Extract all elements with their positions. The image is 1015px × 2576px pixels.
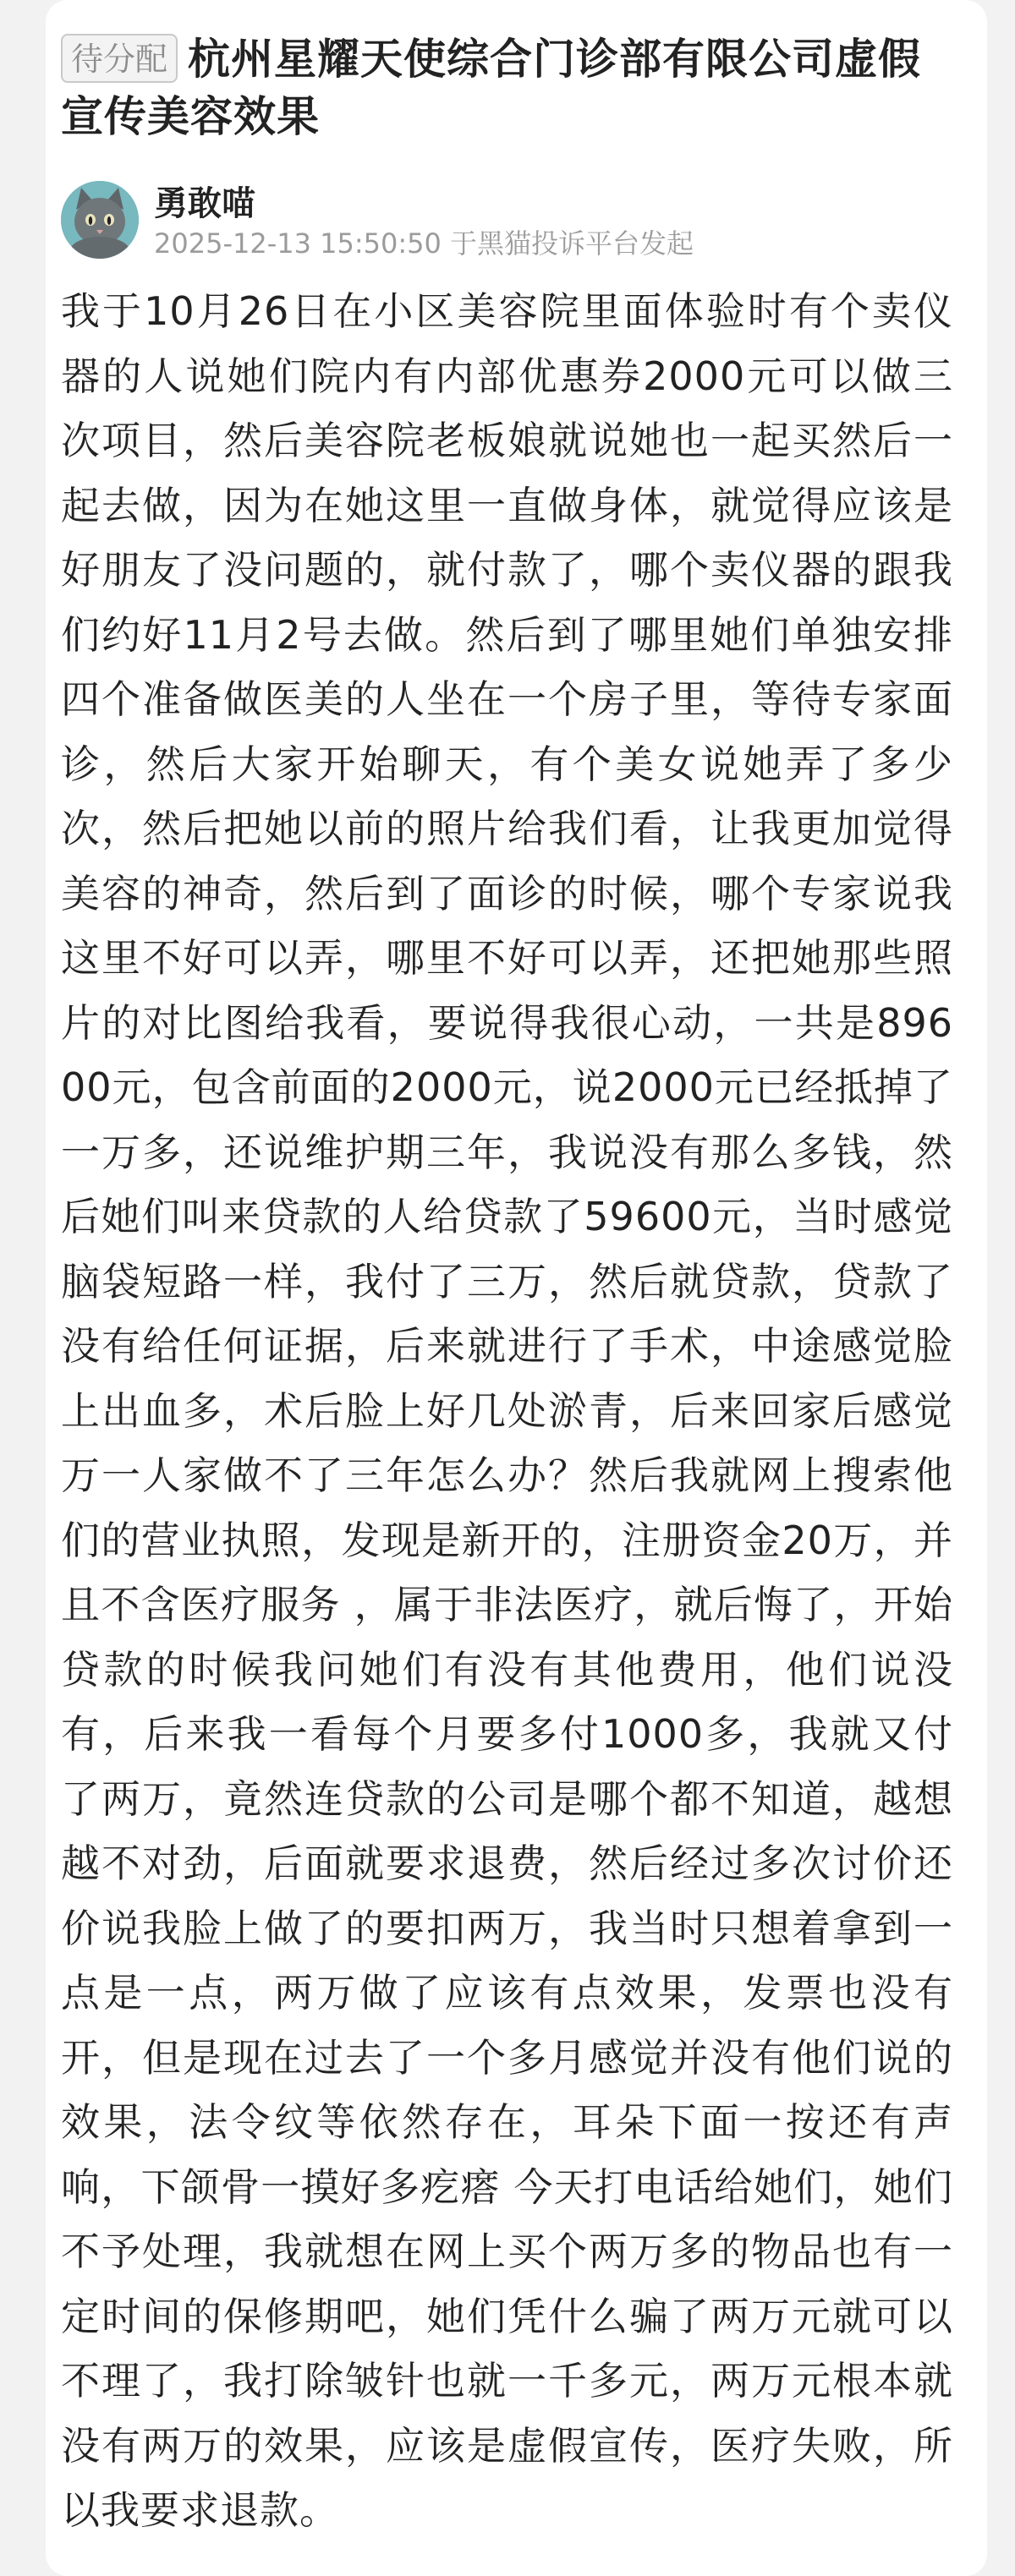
author-name[interactable]: 勇敢喵 [154,184,255,223]
author-row [61,181,957,262]
avatar[interactable] [61,181,139,259]
complaint-card [46,0,987,2576]
post-meta: 2025-12-13 15:50:50 于黑猫投诉平台发起 [154,227,694,260]
page-title: 杭州星耀天使综合门诊部有限公司虚假宣传美容效果 [61,35,922,141]
title-block [61,30,957,145]
gray-cat-avatar-icon [61,181,139,259]
complaint-body: 我于10月26日在小区美容院里面体验时有个卖仪器的人说她们院内有内部优惠券2000元可以做三次项目，然后美容院老板娘就说她也一起买然后一起去做，因为在她这里一直做身体，就觉得应该是好朋友了没问题的，就付款了，哪个卖仪器的跟我们约好11月2号去做。然后到了哪里她们单独安排四个准备做医美的人坐在一个房子里，等待专家面诊，然后大家开始聊天，有个美女说她弄了多少次，然后把她以前的照片给我们看，让我更加觉得美容的神奇，然后到了面诊的时候，哪个专家说我这里不好可以弄，哪里不好可以弄，还把她那些照片的对比图给我看，要说得我很心动，一共是89600元，包含前面的2000元，说2000元已经抵掉了一万多，还说维护期三年，我说没有那么多钱，然后她们叫来贷款的人给贷款了59600元，当时感觉脑袋短路一样，我付了三万，然后就贷款，贷款了没有给任何证据，后来就进行了手术，中途感觉脸上出血多，术后脸上好几处淤青，后来回家后感觉万一人家做不了三年怎么办？然后我就网上搜索他们的营业执照，发现是新开的，注册资金20万，并且不含医疗服务 ，属于非法医疗，就后悔了，开始贷款的时候我问她们有没有其他费用，他们说没有，后来我一看每个月要多付1000多，我就又付了两万，竟然连贷款的公司是哪个都不知道，越想越不对劲，后面就要求退费，然后经过多次讨价还价说我脸上做了的要扣两万，我当时只想着拿到一点是一点，两万做了应该有点效果，发票也没有开，但是现在过去了一个多月感觉并没有他们说的效果，法令纹等依然存在，耳朵下面一按还有声响，下颌骨一摸好多疙瘩 今天打电话给她们，她们不予处理，我就想在网上买个两万多的物品也有一定时间的保修期吧，她们凭什么骗了两万元就可以不理了，我打除皱针也就一千多元，两万元根本就没有两万的效果，应该是虚假宣传，医疗失败，所以我要求退款。 [61,288,953,2533]
status-badge: 待分配 [61,34,178,83]
